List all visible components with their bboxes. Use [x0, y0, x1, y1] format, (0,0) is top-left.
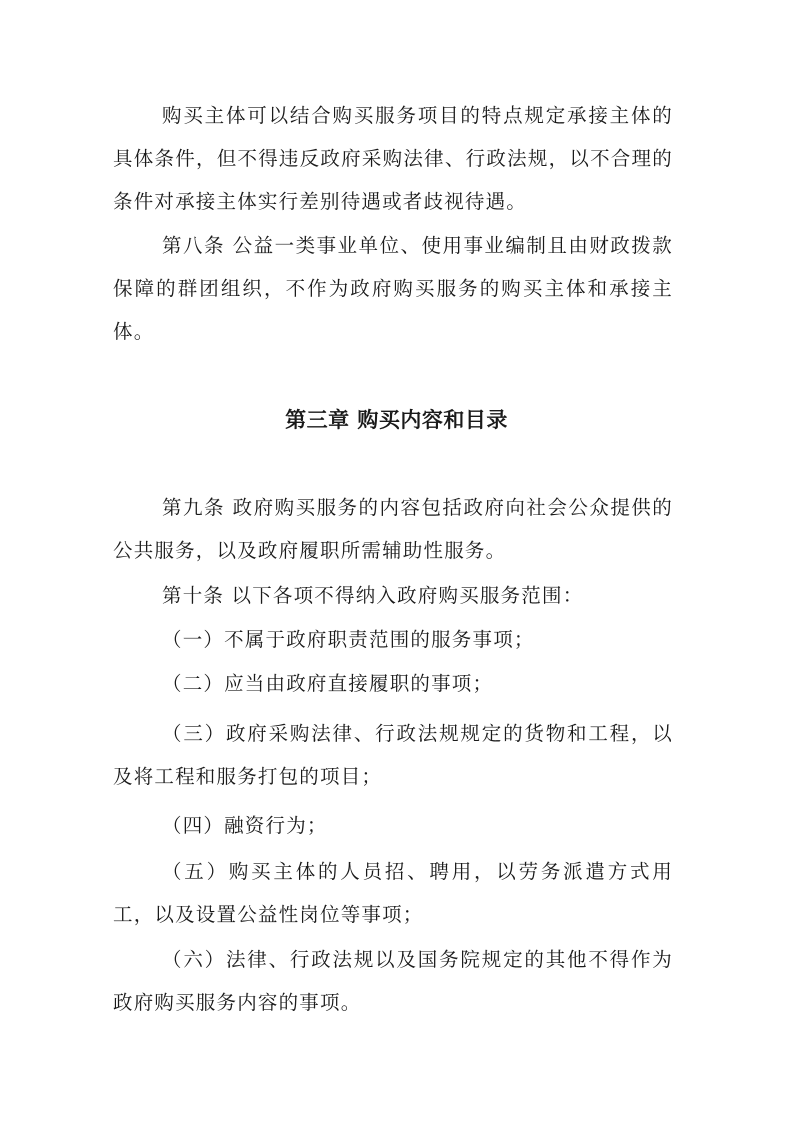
- list-item-5: （五）购买主体的人员招、聘用，以劳务派遣方式用工，以及设置公益性岗位等事项；: [113, 860, 673, 926]
- list-item-2: （二）应当由政府直接履职的事项；: [162, 672, 494, 695]
- list-item-6: （六）法律、行政法规以及国务院规定的其他不得作为政府购买服务内容的事项。: [113, 948, 673, 1014]
- list-item-1: （一）不属于政府职责范围的服务事项；: [162, 628, 535, 651]
- paragraph-article-10: 第十条 以下各项不得纳入政府购买服务范围：: [162, 584, 584, 607]
- list-item-3: （三）政府采购法律、行政法规规定的货物和工程，以及将工程和服务打包的项目；: [113, 722, 673, 788]
- paragraph-article-8: 第八条 公益一类事业单位、使用事业编制且由财政拨款保障的群团组织，不作为政府购买服务的购买主体和承接主体。: [113, 234, 673, 343]
- list-item-4: （四）融资行为；: [162, 814, 328, 837]
- paragraph-article-9: 第九条 政府购买服务的内容包括政府向社会公众提供的公共服务，以及政府履职所需辅助性服务。: [113, 496, 673, 562]
- paragraph-purchaser-conditions: 购买主体可以结合购买服务项目的特点规定承接主体的具体条件，但不得违反政府采购法律、行政法规，以不合理的条件对承接主体实行差别待遇或者歧视待遇。: [113, 104, 673, 213]
- chapter-heading: 第三章 购买内容和目录: [285, 408, 508, 432]
